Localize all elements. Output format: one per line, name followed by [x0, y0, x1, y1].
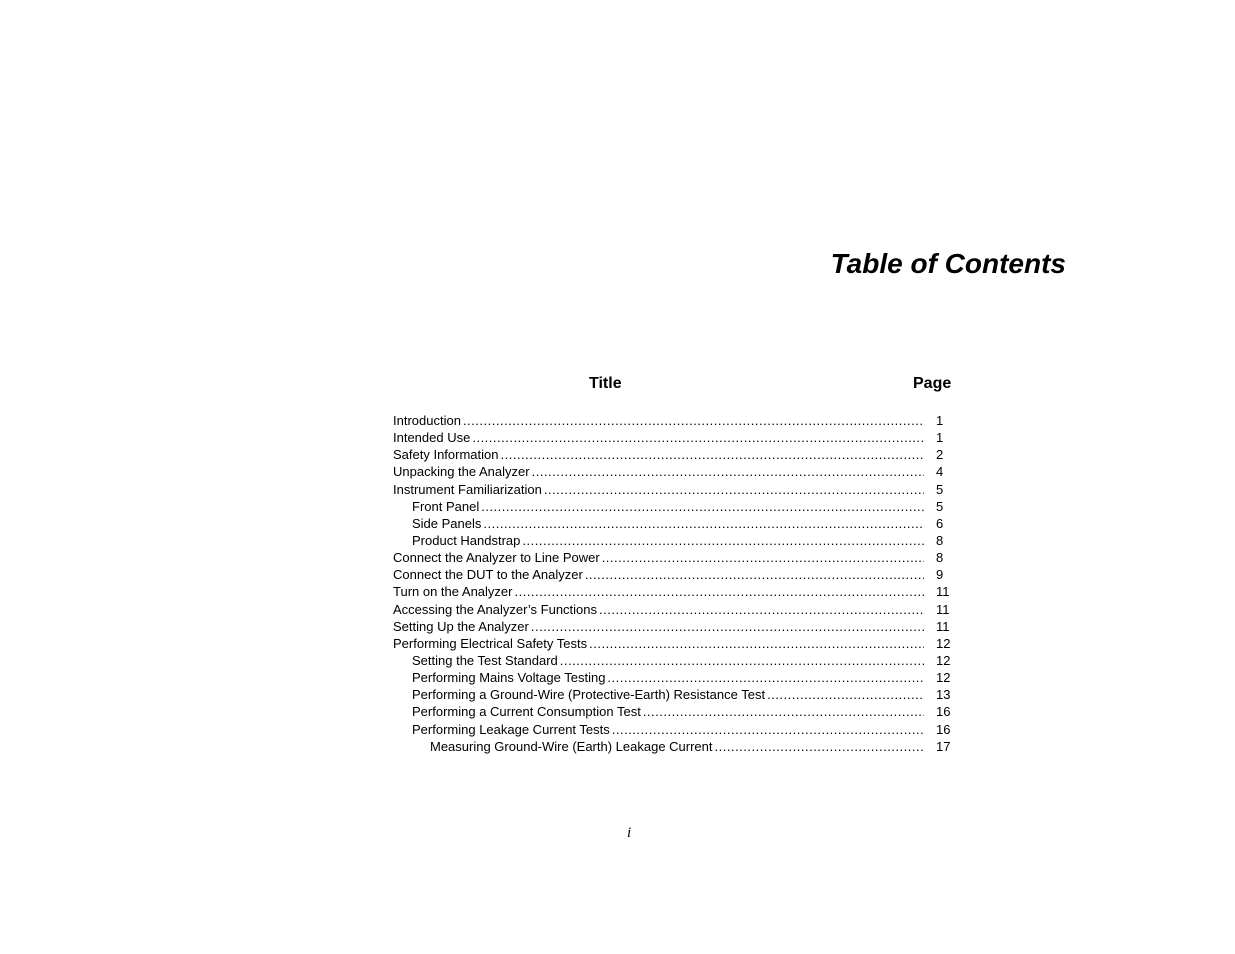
toc-entry-page: 6	[936, 515, 944, 531]
toc-entry-title: Intended Use	[393, 430, 471, 446]
toc-entry[interactable]	[393, 618, 963, 635]
toc-leader-dots	[607, 669, 924, 686]
toc-entry[interactable]	[393, 481, 963, 498]
toc-list	[393, 412, 963, 755]
toc-entry-page: 12	[936, 652, 951, 668]
toc-entry-title: Performing a Ground-Wire (Protective-Earth) Resistance Test	[412, 687, 766, 703]
toc-entry-title: Instrument Familiarization	[393, 481, 542, 497]
toc-entry-page: 5	[936, 481, 944, 497]
toc-entry-title: Performing Leakage Current Tests	[412, 721, 610, 737]
toc-entry[interactable]	[393, 515, 963, 532]
toc-entry-page: 13	[936, 687, 951, 703]
toc-entry[interactable]	[393, 738, 963, 755]
toc-entry-title: Front Panel	[412, 498, 480, 514]
toc-entry-title: Turn on the Analyzer	[393, 584, 513, 600]
toc-entry-page: 8	[936, 550, 944, 566]
toc-leader-dots	[589, 635, 924, 652]
toc-entry-page: 12	[936, 670, 951, 686]
toc-leader-dots	[522, 532, 924, 549]
toc-entry-page: 4	[936, 464, 944, 480]
toc-leader-dots	[481, 498, 924, 515]
toc-entry-title: Connect the DUT to the Analyzer	[393, 567, 583, 583]
toc-entry[interactable]	[393, 566, 963, 583]
toc-entry-title: Side Panels	[412, 515, 482, 531]
toc-entry-page: 16	[936, 704, 951, 720]
toc-leader-dots	[531, 618, 924, 635]
toc-leader-dots	[514, 583, 924, 600]
toc-leader-dots	[643, 703, 924, 720]
toc-entry-title: Performing Electrical Safety Tests	[393, 635, 588, 651]
toc-leader-dots	[472, 429, 924, 446]
toc-entry[interactable]	[393, 498, 963, 515]
toc-leader-dots	[715, 738, 924, 755]
toc-leader-dots	[767, 686, 924, 703]
toc-leader-dots	[602, 549, 924, 566]
toc-entry[interactable]	[393, 549, 963, 566]
toc-entry-title: Unpacking the Analyzer	[393, 464, 530, 480]
toc-entry-title: Accessing the Analyzer’s Functions	[393, 601, 598, 617]
toc-entry-title: Introduction	[393, 413, 461, 428]
toc-column-page-header: Page	[913, 375, 952, 392]
toc-leader-dots	[463, 412, 924, 429]
toc-entry[interactable]	[393, 429, 963, 446]
toc-column-title-header: Title	[589, 375, 622, 392]
toc-leader-dots	[532, 463, 924, 480]
toc-entry-page: 2	[936, 447, 944, 463]
toc-entry-page: 16	[936, 721, 951, 737]
toc-leader-dots	[483, 515, 924, 532]
toc-entry-page: 12	[936, 635, 951, 651]
toc-entry[interactable]	[393, 412, 963, 429]
toc-entry-page: 8	[936, 532, 944, 548]
toc-entry[interactable]	[393, 721, 963, 738]
toc-entry[interactable]	[393, 635, 963, 652]
toc-entry-title: Performing Mains Voltage Testing	[412, 670, 606, 686]
toc-entry[interactable]	[393, 463, 963, 480]
toc-entry[interactable]	[393, 652, 963, 669]
document-title: Table of Contents	[830, 248, 1066, 279]
toc-entry-title: Setting Up the Analyzer	[393, 618, 529, 634]
toc-entry-title: Performing a Current Consumption Test	[412, 704, 641, 720]
toc-entry-page: 11	[936, 601, 950, 617]
toc-entry[interactable]	[393, 583, 963, 600]
toc-leader-dots	[585, 566, 924, 583]
toc-entry-page: 1	[936, 430, 944, 446]
toc-entry[interactable]	[393, 446, 963, 463]
toc-entry-page: 1	[936, 413, 944, 428]
toc-entry-page: 9	[936, 567, 944, 583]
toc-entry-title: Connect the Analyzer to Line Power	[393, 550, 600, 566]
toc-entry[interactable]	[393, 601, 963, 618]
toc-entry-title: Setting the Test Standard	[412, 652, 558, 668]
toc-leader-dots	[599, 601, 924, 618]
toc-entry-page: 17	[936, 738, 951, 754]
toc-entry[interactable]	[393, 686, 963, 703]
toc-leader-dots	[612, 721, 924, 738]
toc-entry[interactable]	[393, 669, 963, 686]
toc-entry-title: Safety Information	[393, 447, 499, 463]
toc-entry-page: 11	[936, 618, 950, 634]
toc-entry-page: 11	[936, 584, 950, 600]
toc-entry-title: Measuring Ground-Wire (Earth) Leakage Current	[430, 738, 713, 754]
toc-entry-page: 5	[936, 498, 944, 514]
toc-entry[interactable]	[393, 532, 963, 549]
toc-leader-dots	[560, 652, 924, 669]
toc-entry[interactable]	[393, 703, 963, 720]
toc-leader-dots	[501, 446, 925, 463]
page-number: i	[627, 825, 632, 841]
toc-leader-dots	[544, 481, 924, 498]
toc-entry-title: Product Handstrap	[412, 532, 521, 548]
